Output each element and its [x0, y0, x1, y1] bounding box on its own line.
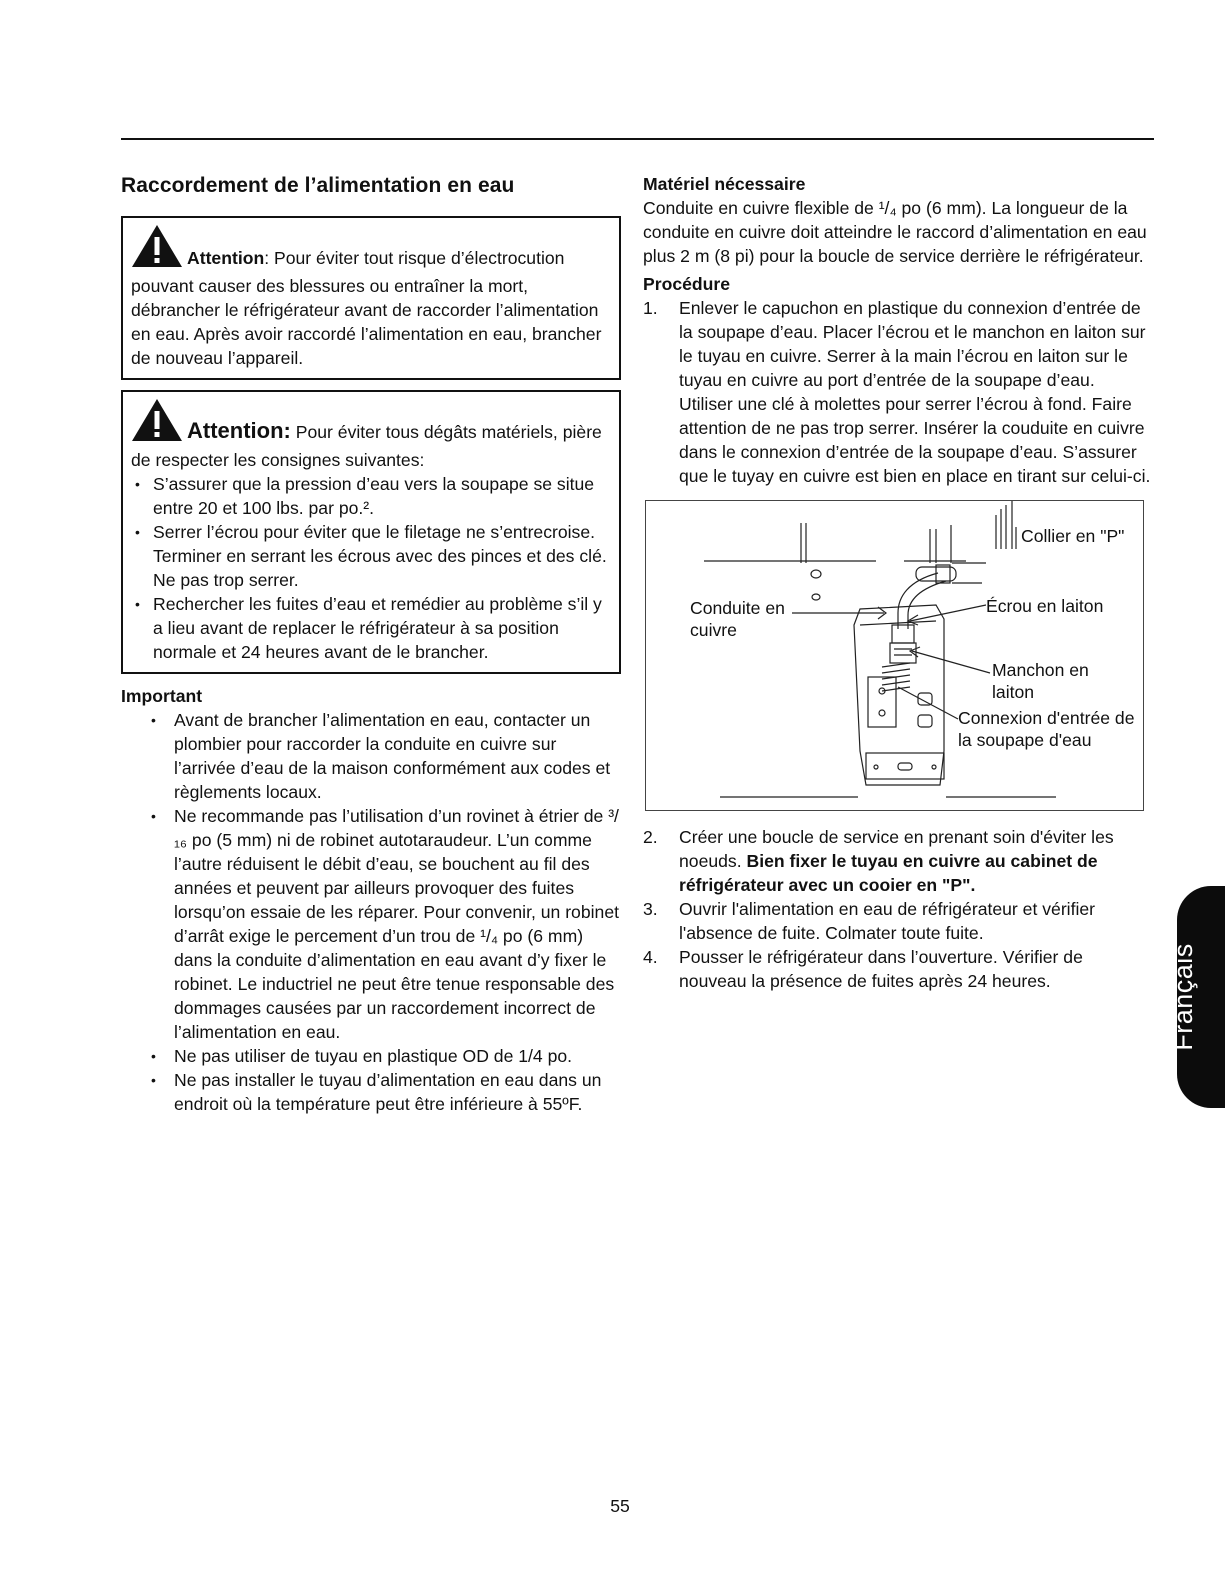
materiel-heading: Matériel nécessaire — [643, 174, 806, 194]
procedure-steps — [643, 296, 1153, 488]
warning-lead: Attention: — [187, 418, 291, 443]
procedure-steps-continued — [643, 825, 1153, 993]
label-connexion: Connexion d'entrée de la soupape d'eau — [958, 708, 1135, 750]
list-item: • S’assurer que la pression d’eau vers la soupape se situe entre 20 et 100 lbs. par po.². — [131, 472, 611, 520]
step-text: Créer une boucle de service en prenant soin d'éviter les noeuds. — [679, 827, 1114, 871]
list-item: • Ne recommande pas l’utilisation d’un rovinet à étrier de ³/₁₆ po (5 mm) ni de robinet autotaraudeur. L’un comme l’autre réduisent le débit d’eau, se bouchent au fil des années et peuvent par ailleurs provoquer des fuites lorsqu’on essaie de les réparer. Pour convenir, un robinet d’arrât exige le percement d’un trou de ¹/₄ po (6 mm) dans la conduite d’alimentation en eau avant d’y fixer le robinet. Le inductriel ne peut être tenue responsable des dommages causées par un raccordement incorrect de l’alimentation en eau. — [121, 804, 621, 1044]
list-item: • Avant de brancher l’alimentation en eau, contacter un plombier pour raccorder la conduite en cuivre sur l’arrivée d’eau de la maison conformément aux codes et règlements locaux. — [121, 708, 621, 804]
procedure-step — [643, 897, 1153, 945]
property-warning-box — [121, 390, 621, 674]
important-list — [121, 708, 621, 1116]
list-item: • Serrer l’écrou pour éviter que le filetage ne s’entrecroise. Terminer en serrant les écrous avec des pinces et des clé. Ne pas trop serrer. — [131, 520, 611, 592]
step-text: Ouvrir l'alimentation en eau de réfrigérateur et vérifier l'absence de fuite. Colmater toute fuite. — [679, 899, 1096, 943]
water-valve-diagram — [645, 500, 1144, 811]
page-number: 55 — [610, 1496, 630, 1516]
materiel-text: Conduite en cuivre flexible de ¹/₄ po (6 mm). La longueur de la conduite en cuivre doit atteindre le raccord d’alimentation en eau plus 2 m (8 pi) pour la boucle de service derrière le réfrigérateur. — [643, 198, 1147, 266]
warning-triangle-icon — [131, 398, 183, 448]
warning-lead: Attention — [187, 248, 265, 268]
valve-illustration — [646, 501, 1143, 810]
list-item: • Rechercher les fuites d’eau et remédier au problème s’il y a lieu avant de replacer le réfrigérateur à sa position normale et 24 heures avant de le brancher. — [131, 592, 611, 664]
step-number: 1. — [643, 298, 658, 318]
electrical-warning-box — [121, 216, 621, 380]
procedure-step — [643, 825, 1153, 897]
important-heading: Important — [121, 686, 203, 706]
warning-intro: Pour éviter tous dégâts matériels, pière de respecter les consignes suivantes: — [131, 422, 602, 470]
step-text-bold: Bien fixer le tuyau en cuivre au cabinet de réfrigérateur avec un cooier en "P". — [679, 851, 1098, 895]
warning-list — [131, 472, 611, 664]
header-rule — [121, 138, 1154, 140]
label-conduite: Conduite en cuivre — [690, 598, 785, 640]
language-tab-label: Français — [1168, 943, 1198, 1051]
step-number: 3. — [643, 899, 658, 919]
right-column — [643, 172, 1153, 993]
procedure-heading: Procédure — [643, 274, 731, 294]
list-item: • Ne pas utiliser de tuyau en plastique OD de 1/4 po. — [121, 1044, 621, 1068]
section-title: Raccordement de l’alimentation en eau — [121, 174, 515, 197]
warning-triangle-icon — [131, 224, 183, 274]
procedure-step — [643, 945, 1153, 993]
step-number: 4. — [643, 947, 658, 967]
label-ecrou: Écrou en laiton — [986, 595, 1126, 617]
warning-text: : Pour éviter tout risque d’électrocution pouvant causer des blessures ou entraîner la mort, débrancher le réfrigérateur avant de raccorder l’alimentation en eau. Après avoir raccordé l’alimentation en eau, brancher de nouveau l’appareil. — [131, 248, 602, 368]
step-number: 2. — [643, 827, 658, 847]
label-manchon: Manchon en laiton — [992, 660, 1089, 702]
procedure-step — [643, 296, 1153, 488]
step-text: Enlever le capuchon en plastique du connexion d’entrée de la soupape d’eau. Placer l’écrou et le manchon en laiton sur le tuyau en cuivre. Serrer à la main l’écrou en laiton sur le tuyau en cuivre au port d’entrée de la soupape d’eau. Utiliser une clé à molettes pour serrer l’écrou à fond. Faire attention de ne pas trop serrer. Insérer la couduite en cuivre dans le connexion d’entrée de la soupape d’eau. S’assurer que le tuyay en cuivre est bien en place en tirant sur celui-ci. — [679, 298, 1151, 486]
label-collier-p: Collier en "P" — [1021, 525, 1139, 547]
list-item: • Ne pas installer le tuyau d’alimentation en eau dans un endroit où la température peut être inférieure à 55ºF. — [121, 1068, 621, 1116]
left-column — [121, 172, 621, 1116]
step-text: Pousser le réfrigérateur dans l’ouverture. Vérifier de nouveau la présence de fuites après 24 heures. — [679, 947, 1083, 991]
